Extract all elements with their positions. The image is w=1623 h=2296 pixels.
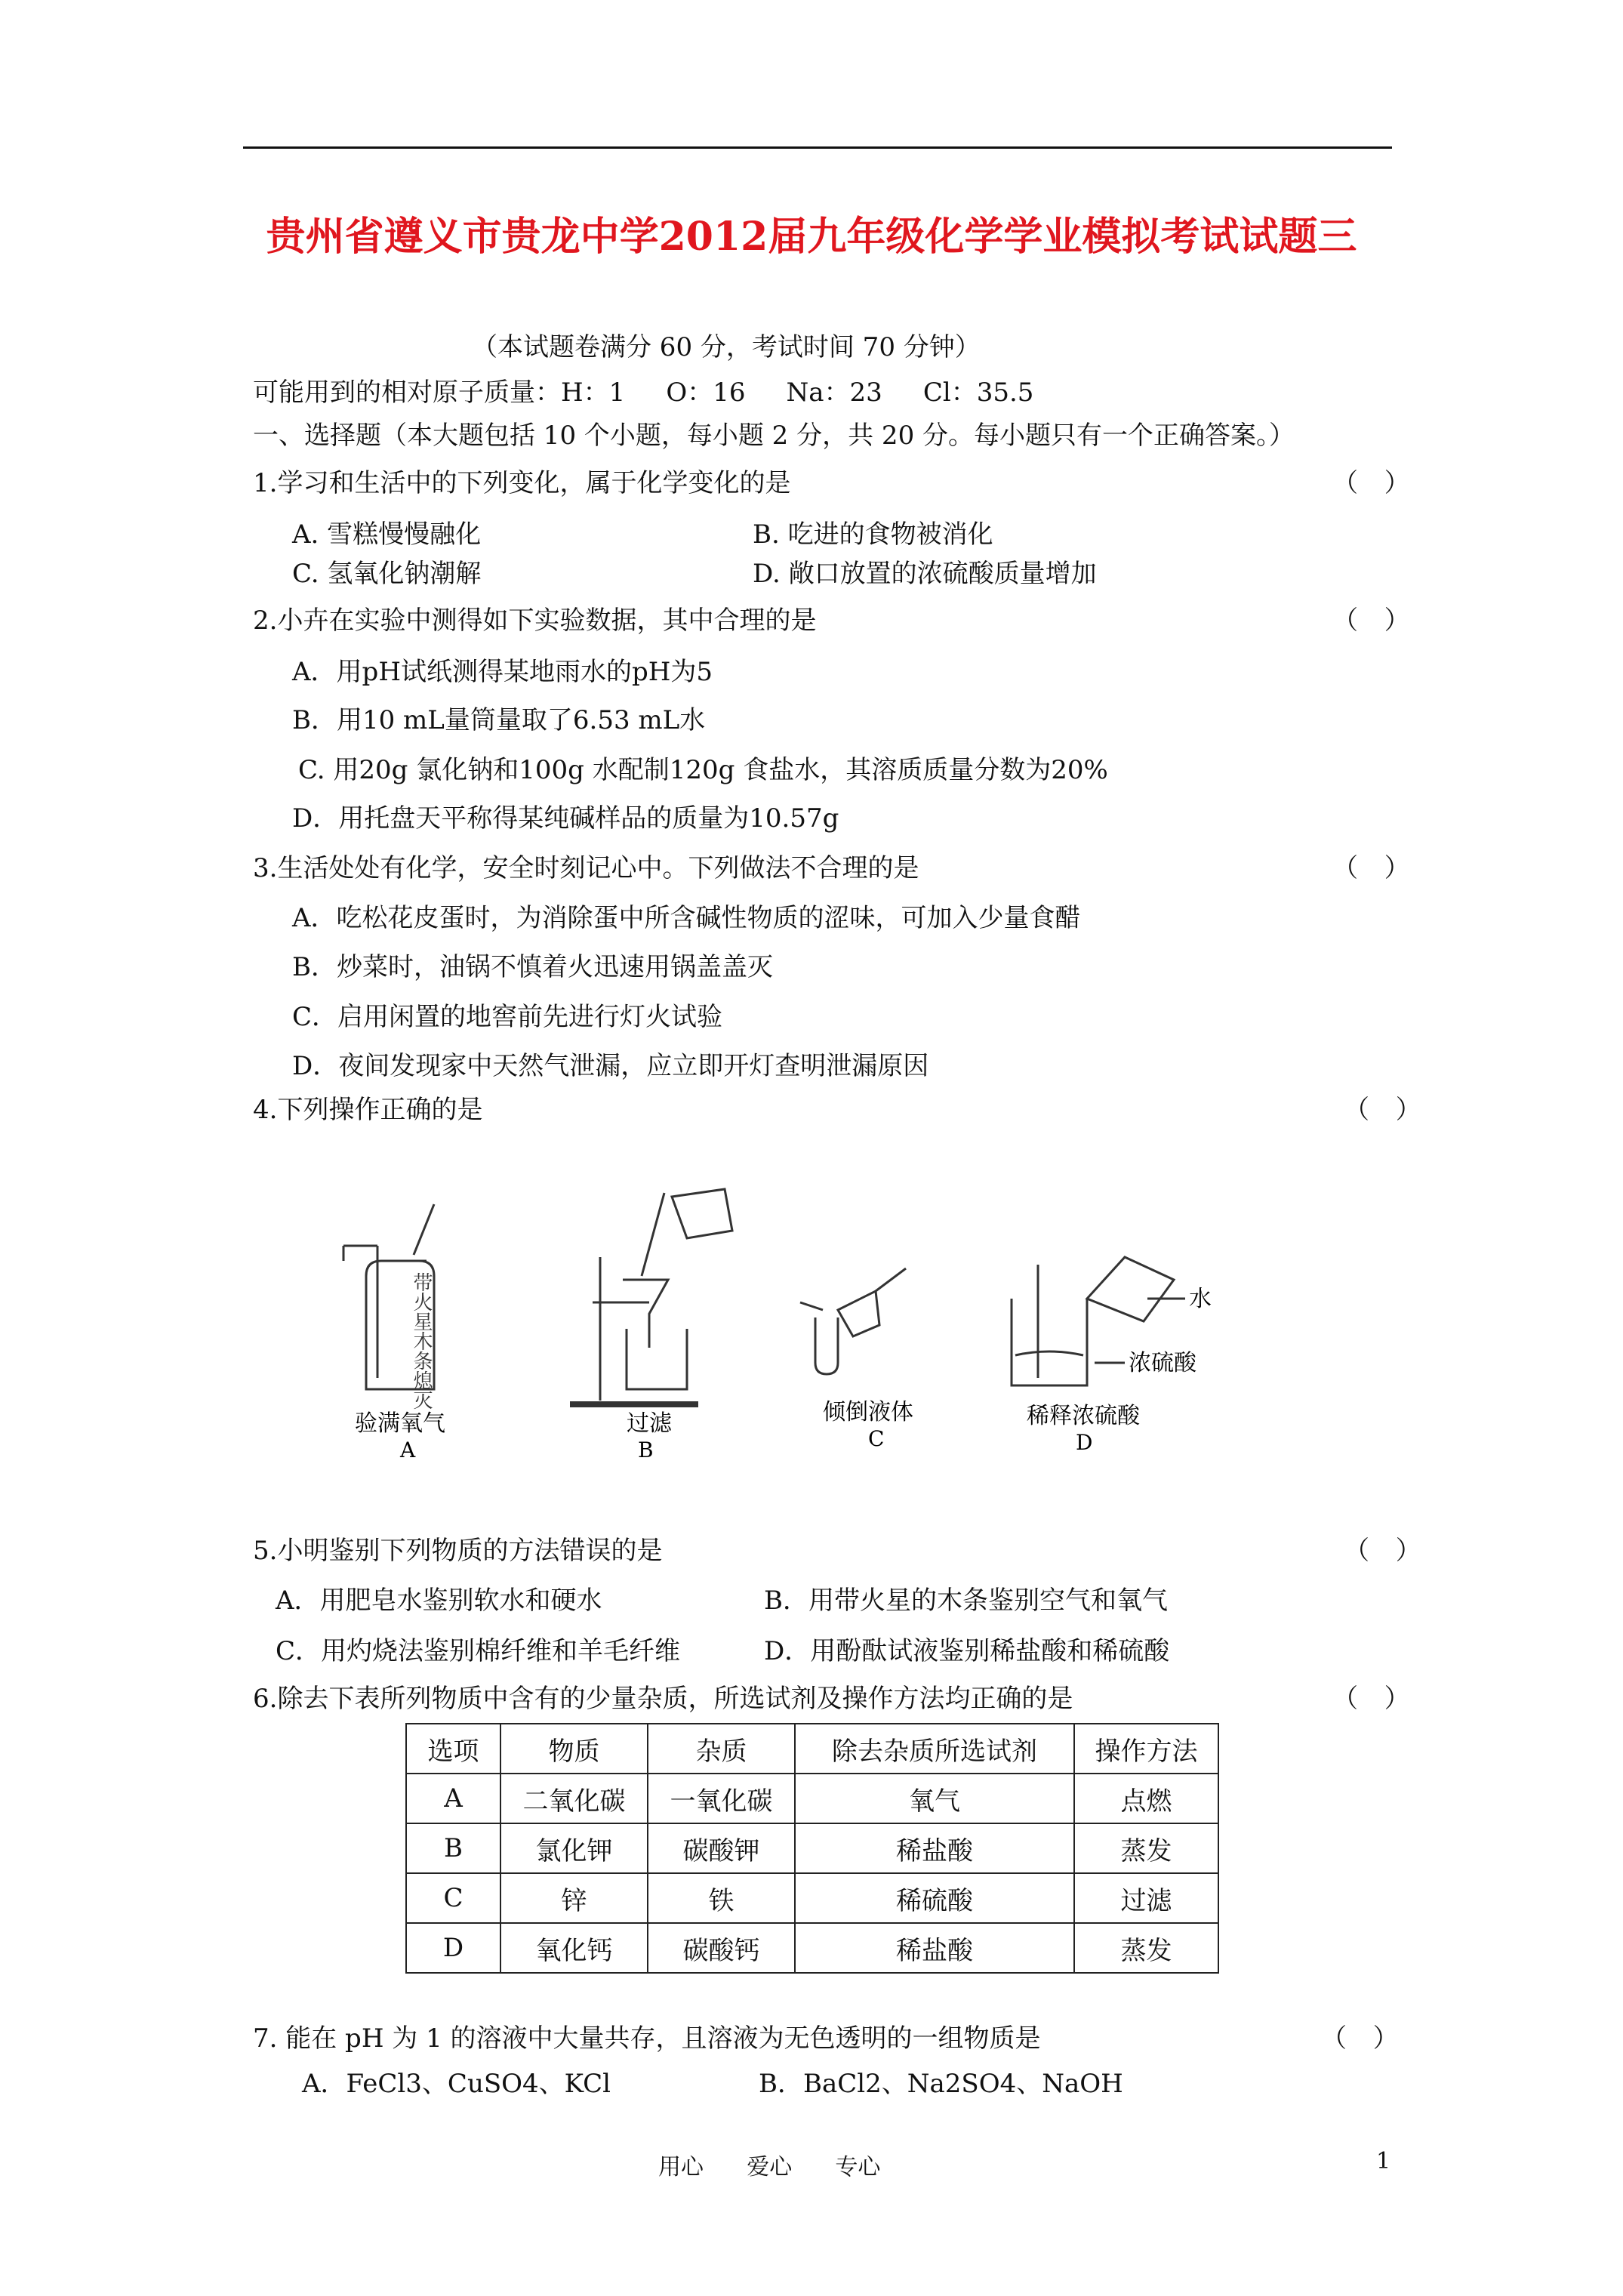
atomic-masses: 可能用到的相对原子质量：H：1 O：16 Na：23 Cl：35.5 (253, 378, 1034, 408)
q3-option-d: D．夜间发现家中天然气泄漏，应立即开灯查明泄漏原因 (292, 1051, 929, 1081)
q4-lab-figure (332, 1185, 1313, 1472)
table-cell: 一氧化碳 (648, 1774, 795, 1823)
figure-d-caption: 稀释浓硫酸 (1027, 1403, 1140, 1429)
table-cell: 过滤 (1074, 1873, 1218, 1923)
q1-option-a: A. 雪糕慢慢融化 (292, 519, 482, 550)
figure-a-caption: 验满氧气 (355, 1410, 445, 1437)
q1-option-d: D. 敞口放置的浓硫酸质量增加 (753, 559, 1097, 589)
q7-option-a: A．FeCl3、CuSO4、KCl (302, 2069, 611, 2099)
table-cell: 氯化钾 (500, 1823, 648, 1873)
table-cell: 稀硫酸 (795, 1873, 1074, 1923)
q5-stem: 5.小明鉴别下列物质的方法错误的是 (253, 1536, 663, 1566)
footer-motto: 用心 爱心 专心 (658, 2154, 881, 2180)
figure-b-letter: B (638, 1438, 654, 1462)
q7-answer-blank[interactable]: （ ） (1321, 2023, 1408, 2054)
table-cell: 铁 (648, 1873, 795, 1923)
figure-c-letter: C (868, 1426, 885, 1451)
q1-option-b: B. 吃进的食物被消化 (753, 519, 993, 550)
table-cell: 蒸发 (1074, 1923, 1218, 1973)
page-title: 贵州省遵义市贵龙中学2012届九年级化学学业模拟考试试题三 (266, 214, 1357, 260)
q3-option-c: C．启用闲置的地窖前先进行灯火试验 (292, 1002, 723, 1032)
table-cell: 二氧化碳 (500, 1774, 648, 1823)
figure-d-letter: D (1076, 1430, 1093, 1455)
q3-answer-blank[interactable]: （ ） (1332, 853, 1419, 883)
page-number: 1 (1376, 2148, 1391, 2174)
table-cell: 氧化钙 (500, 1923, 648, 1973)
table-header: 除去杂质所选试剂 (795, 1724, 1074, 1774)
q2-answer-blank[interactable]: （ ） (1332, 606, 1419, 636)
q1-stem: 1.学习和生活中的下列变化，属于化学变化的是 (253, 468, 791, 498)
table-cell: 碳酸钾 (648, 1823, 795, 1873)
figure-b-filtration (570, 1189, 732, 1404)
table-cell: 稀盐酸 (795, 1823, 1074, 1873)
q2-option-d: D．用托盘天平称得某纯碱样品的质量为10.57g (292, 803, 839, 834)
q2-option-a: A．用pH试纸测得某地雨水的pH为5 (292, 657, 713, 687)
q3-option-b: B．炒菜时，油锅不慎着火迅速用锅盖盖灭 (292, 952, 773, 982)
table-cell: B (406, 1823, 500, 1873)
table-cell: D (406, 1923, 500, 1973)
table-header: 操作方法 (1074, 1724, 1218, 1774)
q5-option-d: D．用酚酞试液鉴别稀盐酸和稀硫酸 (764, 1636, 1170, 1666)
q7-option-b: B．BaCl2、Na2SO4、NaOH (759, 2069, 1123, 2099)
figure-a-note: 带火星木条熄灭 (410, 1272, 433, 1410)
q5-option-b: B．用带火星的木条鉴别空气和氧气 (764, 1586, 1168, 1616)
table-header-row (406, 1724, 1218, 1774)
section-heading: 一、选择题（本大题包括 10 个小题，每小题 2 分，共 20 分。每小题只有一个正确答案。） (253, 421, 1295, 451)
q6-stem: 6.除去下表所列物质中含有的少量杂质，所选试剂及操作方法均正确的是 (253, 1684, 1073, 1714)
header-rule (243, 146, 1392, 149)
q5-answer-blank[interactable]: （ ） (1344, 1536, 1431, 1566)
figure-c-caption: 倾倒液体 (823, 1399, 913, 1425)
q2-option-c: C. 用20g 氯化钠和100g 水配制120g 食盐水，其溶质质量分数为20% (298, 755, 1108, 785)
q2-option-b: B．用10 mL量筒量取了6.53 mL水 (292, 705, 706, 735)
q4-stem: 4.下列操作正确的是 (253, 1095, 483, 1125)
q4-answer-blank[interactable]: （ ） (1344, 1095, 1431, 1125)
table-row (406, 1873, 1218, 1923)
table-cell: 氧气 (795, 1774, 1074, 1823)
q3-option-a: A．吃松花皮蛋时，为消除蛋中所含碱性物质的涩味，可加入少量食醋 (292, 903, 1081, 933)
q3-stem: 3.生活处处有化学，安全时刻记心中。下列做法不合理的是 (253, 853, 919, 883)
q1-answer-blank[interactable]: （ ） (1332, 468, 1419, 498)
table-row (406, 1774, 1218, 1823)
table-header: 杂质 (648, 1724, 795, 1774)
table-header: 选项 (406, 1724, 500, 1774)
table-row (406, 1923, 1218, 1973)
table-cell: 锌 (500, 1873, 648, 1923)
figure-d-acid-label: 浓硫酸 (1129, 1350, 1196, 1376)
q2-stem: 2.小卉在实验中测得如下实验数据，其中合理的是 (253, 606, 817, 636)
q5-option-a: A．用肥皂水鉴别软水和硬水 (276, 1586, 602, 1616)
figure-a-letter: A (400, 1438, 416, 1462)
q6-table (405, 1723, 1219, 1974)
exam-info: （本试题卷满分 60 分，考试时间 70 分钟） (472, 332, 981, 362)
q5-option-c: C．用灼烧法鉴别棉纤维和羊毛纤维 (276, 1636, 681, 1666)
q1-option-c: C. 氢氧化钠潮解 (292, 559, 482, 589)
table-cell: C (406, 1873, 500, 1923)
figure-c-pouring (800, 1268, 906, 1374)
table-cell: 蒸发 (1074, 1823, 1218, 1873)
table-cell: 点燃 (1074, 1774, 1218, 1823)
table-cell: 碳酸钙 (648, 1923, 795, 1973)
figure-d-water-label: 水 (1189, 1286, 1212, 1312)
table-row (406, 1823, 1218, 1873)
table-cell: A (406, 1774, 500, 1823)
q6-answer-blank[interactable]: （ ） (1332, 1684, 1419, 1714)
table-cell: 稀盐酸 (795, 1923, 1074, 1973)
table-header: 物质 (500, 1724, 648, 1774)
q7-stem: 7. 能在 pH 为 1 的溶液中大量共存，且溶液为无色透明的一组物质是 (253, 2023, 1041, 2054)
figure-b-caption: 过滤 (627, 1410, 672, 1437)
